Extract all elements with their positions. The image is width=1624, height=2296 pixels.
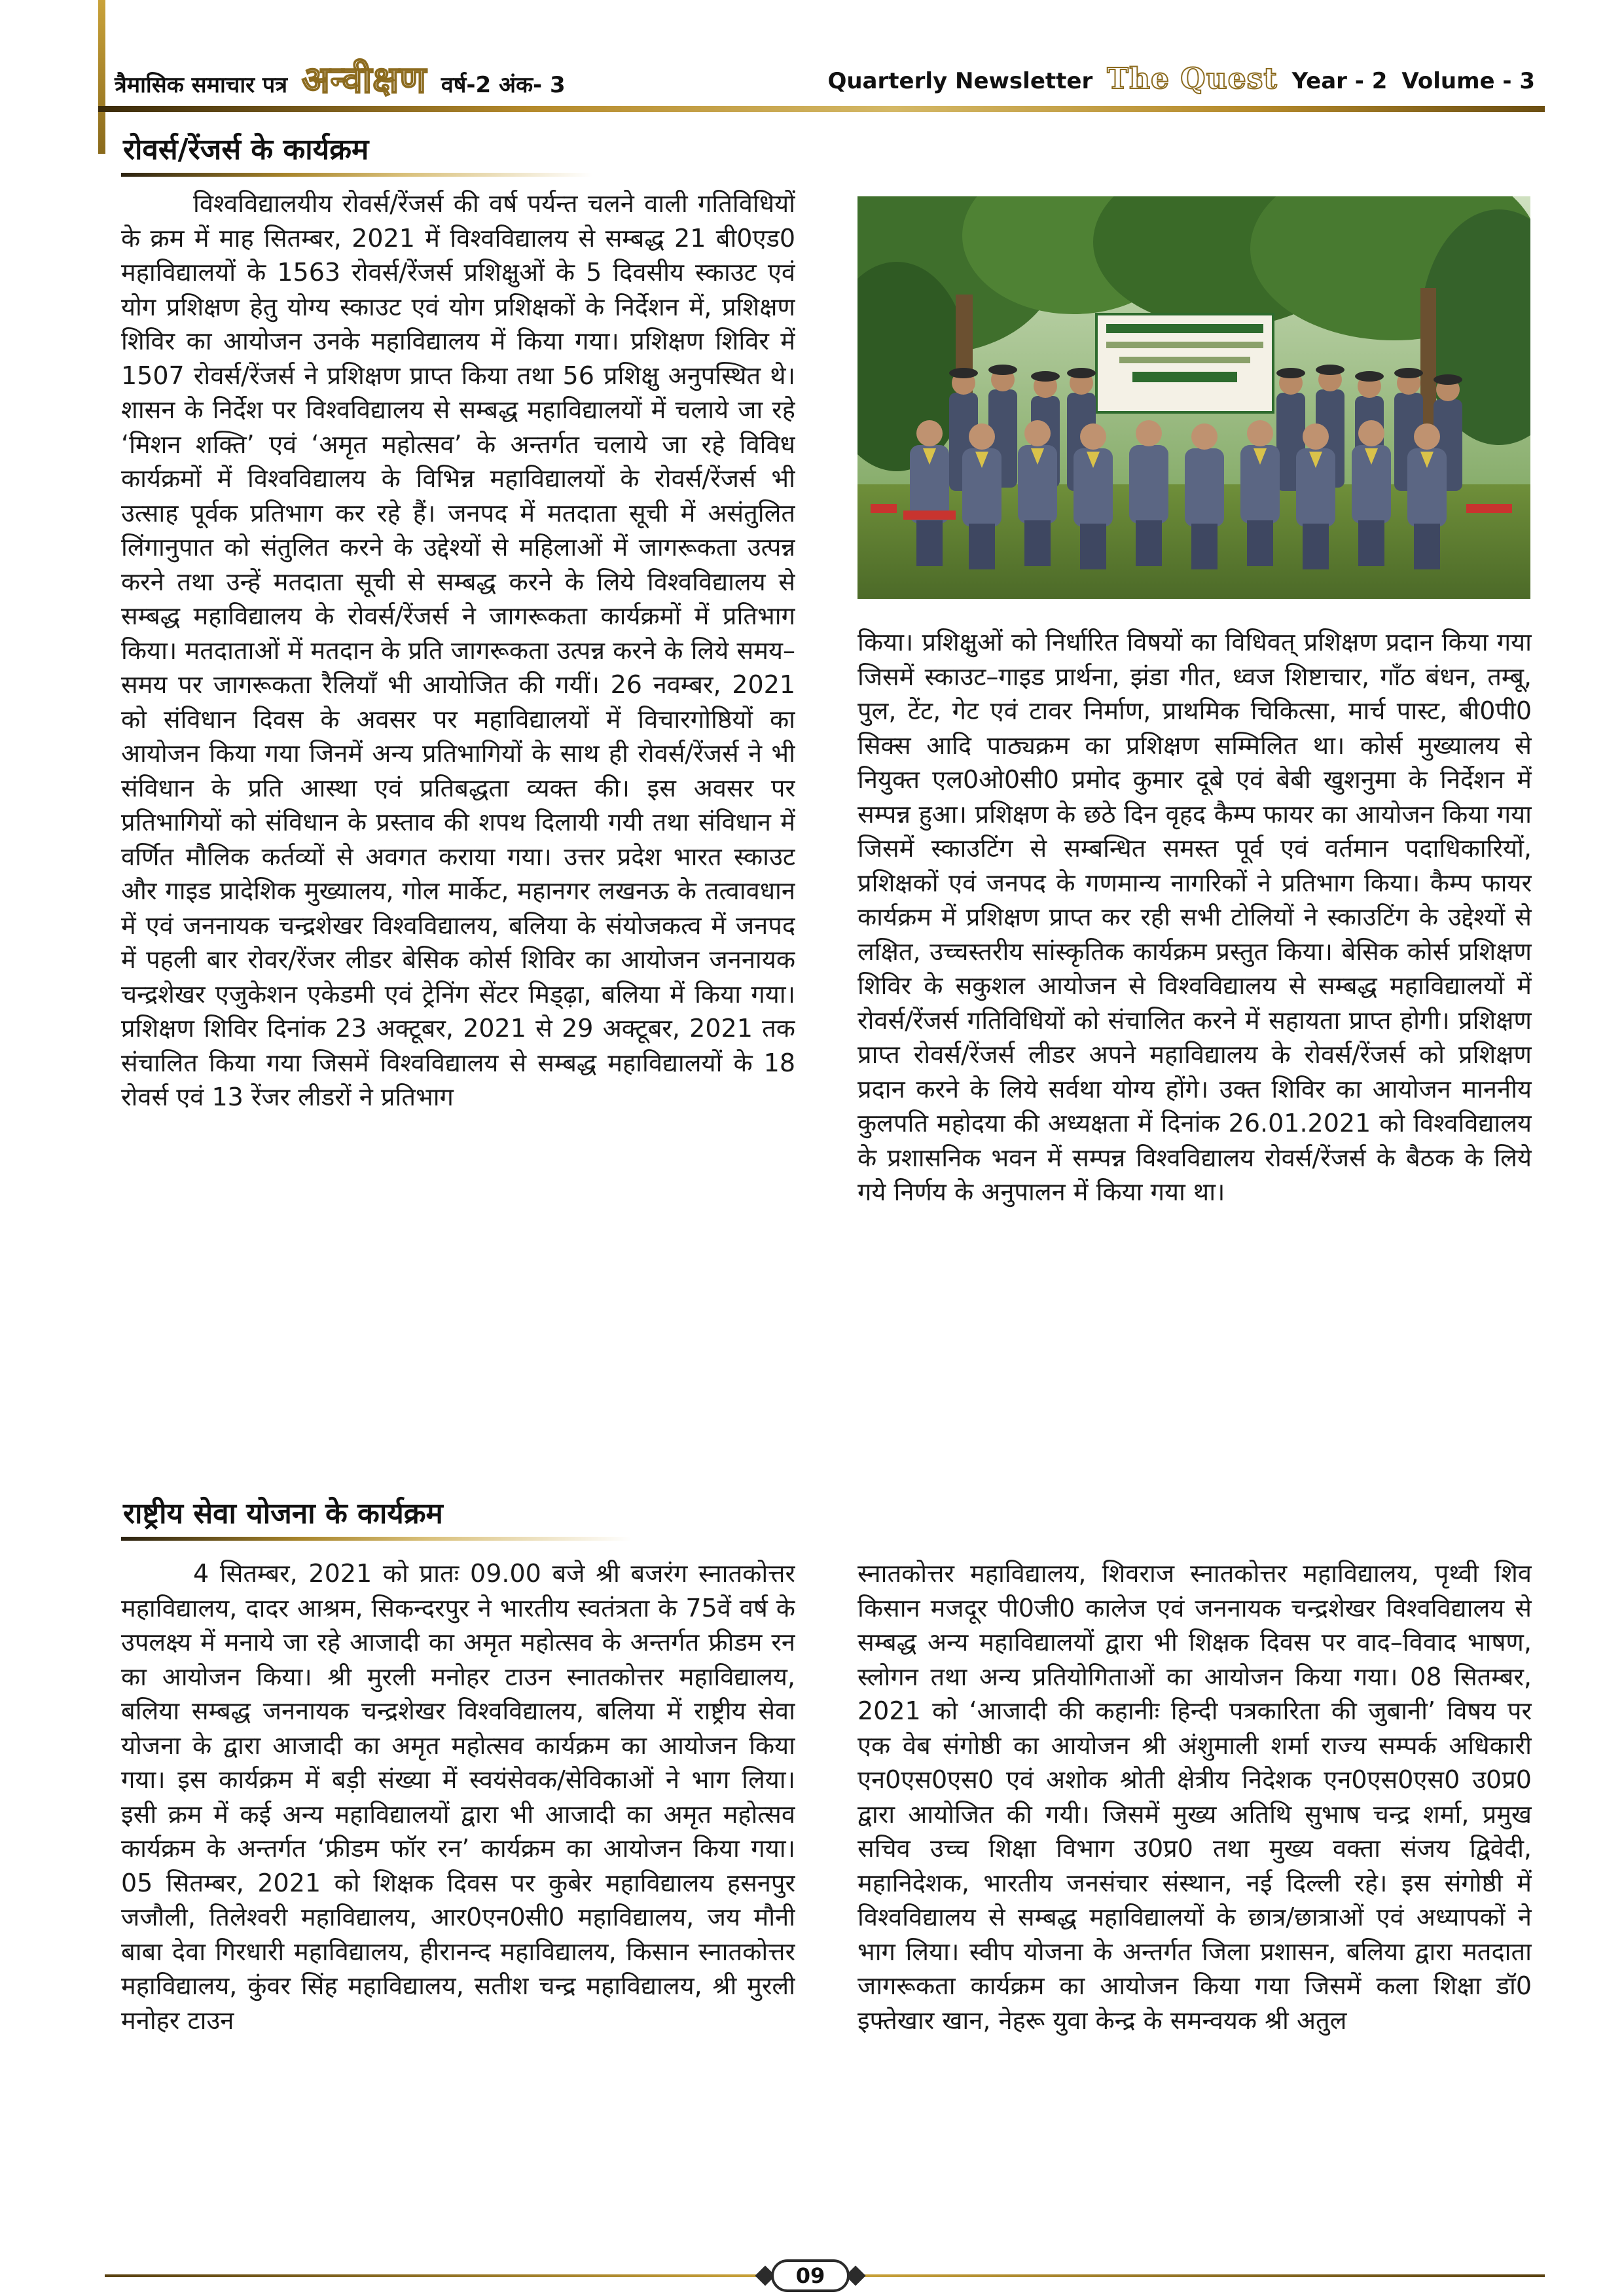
header-divider xyxy=(98,106,1545,112)
header-year: Year - 2 xyxy=(1291,67,1388,94)
header-label-hindi: त्रैमासिक समाचार पत्र xyxy=(115,72,287,98)
header-volume: Volume - 3 xyxy=(1401,67,1535,94)
page-number-badge xyxy=(771,2259,850,2292)
header-side-bar xyxy=(98,0,105,154)
rovers-text-left: विश्वविद्यालयीय रोवर्स/रेंजर्स की वर्ष पर्यन्त चलने वाली गतिविधियों के क्रम में माह सितम्बर, 2021 में विश्वविद्यालय से सम्बद्ध 21 बी0एड0 महाविद्यालयों के 1563 रोवर्स/रेंजर्स प्रशिक्षुओं के 5 दिवसीय स्काउट एवं योग प्रशिक्षण हेतु योग्य स्काउट एवं योग प्रशिक्षकों के निर्देशन में, प्रशिक्षण शिविर का आयोजन उनके महाविद्यालय में किया गया। प्रशिक्षण शिविर में 1507 रोवर्स/रेंजर्स ने प्रशिक्षण प्राप्त किया तथा 56 प्रशिक्षु अनुपस्थित थे। शासन के निर्देश पर विश्वविद्यालय से सम्बद्ध महाविद्यालयों में चलाये जा रहे ‘मिशन शक्ति’ एवं ‘अमृत महोत्सव’ के अन्तर्गत चलाये जा रहे विविध कार्यक्रमों में विश्वविद्यालय के विभिन्न महाविद्यालयों के रोवर्स/रेंजर्स भी उत्साह पूर्वक प्रतिभाग कर रहे हैं। जनपद में मतदाता सूची में असंतुलित लिंगानुपात को संतुलित करने के उद्देश्यों से महिलाओं में जागरूकता उत्पन्न करने तथा उन्हें मतदाता सूची से सम्बद्ध करने के लिये विश्वविद्यालय से सम्बद्ध महाविद्यालय के रोवर्स/रेंजर्स ने जागरूकता कार्यक्रमों में प्रतिभाग किया। मतदाताओं में मतदान के प्रति जागरूकता उत्पन्न करने के लिये समय–समय पर जागरूकता रैलियाँ भी आयोजित की गयीं। 26 नवम्बर, 2021 को संविधान दिवस के अवसर पर महाविद्यालयों में विचारगोष्ठियों का आयोजन किया गया जिनमें अन्य प्रतिभागियों के साथ ही रोवर्स/रेंजर्स ने भी संविधान के प्रति आस्था एवं प्रतिबद्धता व्यक्त की। इस अवसर पर प्रतिभागियों को संविधान के प्रस्ताव की शपथ दिलायी गयी तथा संविधान में वर्णित मौलिक कर्तव्यों से अवगत कराया गया। उत्तर प्रदेश भारत स्काउट और गाइड प्रादेशिक मुख्यालय, गोल मार्केट, महानगर लखनऊ के तत्वावधान में एवं जननायक चन्द्रशेखर विश्वविद्यालय, बलिया के संयोजकत्व में जनपद में पहली बार रोवर/रेंजर लीडर बेसिक कोर्स शिविर का आयोजन जननायक चन्द्रशेखर एजुकेशन एकेडमी एवं ट्रेनिंग सेंटर मिड्ढ़ा, बलिया में किया गया। प्रशिक्षण शिविर दिनांक 23 अक्टूबर, 2021 से 29 अक्टूबर, 2021 तक संचालित किया गया जिसमें विश्वविद्यालय से सम्बद्ध महाविद्यालयों के 18 रोवर्स एवं 13 रेंजर लीडरों ने प्रतिभाग xyxy=(121,189,795,1111)
section-underline-nss xyxy=(121,1537,632,1541)
nss-text-right: स्नातकोत्तर महाविद्यालय, शिवराज स्नातकोत्तर महाविद्यालय, पृथ्वी शिव किसान मजदूर पी0जी0 कालेज एवं जननायक चन्द्रशेखर विश्वविद्यालय से सम्बद्ध अन्य महाविद्यालयों द्वारा भी शिक्षक दिवस पर वाद–विवाद भाषण, स्लोगन तथा अन्य प्रतियोगिताओं का आयोजन किया गया। 08 सितम्बर, 2021 को ‘आजादी की कहानीः हिन्दी पत्रकारिता की जुबानी’ विषय पर एक वेब संगोष्ठी का आयोजन श्री अंशुमाली शर्मा राज्य सम्पर्क अधिकारी एन0एस0एस0 एवं अशोक श्रोती क्षेत्रीय निदेशक एन0एस0एस0 उ0प्र0 द्वारा आयोजित की गयी। जिसमें मुख्य अतिथि सुभाष चन्द्र शर्मा, प्रमुख सचिव उच्च शिक्षा विभाग उ0प्र0 तथा मुख्य वक्ता संजय द्विवेदी, महानिदेशक, भारतीय जनसंचार संस्थान, नई दिल्ली रहे। इस संगोष्ठी में विश्वविद्यालय से सम्बद्ध महाविद्यालयों के छात्र/छात्राओं एवं अध्यापकों ने भाग लिया। स्वीप योजना के अन्तर्गत जिला प्रशासन, बलिया द्वारा मतदाता जागरूकता कार्यक्रम का आयोजन किया गया जिसमें कला शिक्षा डॉ0 इफ्तेखार खान, नेहरू युवा केन्द्र के समन्वयक श्री अतुल xyxy=(857,1559,1532,2035)
header-issue-hindi: वर्ष-2 अंक- 3 xyxy=(441,72,566,98)
page-number: 09 xyxy=(795,2263,825,2288)
rovers-text-right: किया। प्रशिक्षुओं को निर्धारित विषयों का विधिवत् प्रशिक्षण प्रदान किया गया जिसमें स्काउट–गाइड प्रार्थना, झंडा गीत, ध्वज शिष्टाचार, गाँठ बंधन, तम्बू, पुल, टेंट, गेट एवं टावर निर्माण, प्राथमिक चिकित्सा, मार्च पास्ट, बी0पी0 सिक्स आदि पाठ्यक्रम का प्रशिक्षण सम्मिलित था। कोर्स मुख्यालय से नियुक्त एल0ओ0सी0 प्रमोद कुमार दूबे एवं बेबी खुशनुमा के निर्देशन में सम्पन्न हुआ। प्रशिक्षण के छठे दिन वृहद कैम्प फायर का आयोजन किया गया जिसमें स्काउटिंग से सम्बन्धित समस्त पूर्व एवं वर्तमान पदाधिकारियों, प्रशिक्षकों एवं जनपद के गणमान्य नागरिकों ने प्रतिभाग किया। कैम्प फायर कार्यक्रम में प्रशिक्षण प्राप्त कर रही सभी टोलियों ने स्काउटिंग के उद्देश्यों से लक्षित, उच्चस्तरीय सांस्कृतिक कार्यक्रम प्रस्तुत किया। बेसिक कोर्स प्रशिक्षण शिविर के सकुशल आयोजन से विश्वविद्यालय से सम्बद्ध महाविद्यालयों में रोवर्स/रेंजर्स गतिविधियों को संचालित करने में सहायता प्राप्त होगी। प्रशिक्षण प्राप्त रोवर्स/रेंजर्स लीडर अपने महाविद्यालय के रोवर्स/रेंजर्स को प्रशिक्षण प्रदान करने के लिये सर्वथा योग्य होंगे। उक्त शिविर का आयोजन माननीय कुलपति महोदया की अध्यक्षता में दिनांक 26.01.2021 को विश्वविद्यालय के प्रशासनिक भवन में सम्पन्न विश्वविद्यालय रोवर्स/रेंजर्स के बैठक के लिये गये निर्णय के अनुपालन में किया गया था। xyxy=(857,628,1532,1206)
header-label-english: Quarterly Newsletter xyxy=(827,67,1093,94)
section-heading-nss: राष्ट्रीय सेवा योजना के कार्यक्रम xyxy=(123,1497,443,1530)
brand-name-hindi: अन्वीक्षण xyxy=(302,58,427,101)
header-right xyxy=(827,62,1535,96)
page-header xyxy=(115,52,1535,105)
header-left xyxy=(115,54,566,103)
footer-rule-left xyxy=(105,2274,763,2277)
nss-text-left: 4 सितम्बर, 2021 को प्रातः 09.00 बजे श्री बजरंग स्नातकोत्तर महाविद्यालय, दादर आश्रम, सिकन्दरपुर ने भारतीय स्वतंत्रता के 75वें वर्ष के उपलक्ष्य में मनाये जा रहे आजादी का अमृत महोत्सव के अन्तर्गत फ्रीडम रन का आयोजन किया। श्री मुरली मनोहर टाउन स्नातकोत्तर महाविद्यालय, बलिया सम्बद्ध जननायक चन्द्रशेखर विश्वविद्यालय, बलिया में राष्ट्रीय सेवा योजना के द्वारा आजादी का अमृत महोत्सव कार्यक्रम का आयोजन किया गया। इस कार्यक्रम में बड़ी संख्या में स्वयंसेवक/सेविकाओं ने भाग लिया। इसी क्रम में कई अन्य महाविद्यालयों द्वारा भी आजादी का अमृत महोत्सव कार्यक्रम के अन्तर्गत ‘फ्रीडम फॉर रन’ कार्यक्रम का आयोजन किया गया। 05 सितम्बर, 2021 को शिक्षक दिवस पर कुबेर महाविद्यालय हसनपुर जजौली, तिलेश्वरी महाविद्यालय, आर0एन0सी0 महाविद्यालय, जय मौनी बाबा देवा गिरधारी महाविद्यालय, हीरानन्द महाविद्यालय, किसान स्नातकोत्तर महाविद्यालय, कुंवर सिंह महाविद्यालय, सतीश चन्द्र महाविद्यालय, श्री मुरली मनोहर टाउन xyxy=(121,1559,795,2035)
group-photo xyxy=(857,196,1530,599)
brand-name-english: The Quest xyxy=(1107,62,1278,96)
section-heading-rovers: रोवर्स/रेंजर्स के कार्यक्रम xyxy=(123,133,369,166)
footer-rule-right xyxy=(857,2274,1545,2277)
section-underline-rovers xyxy=(121,173,592,177)
